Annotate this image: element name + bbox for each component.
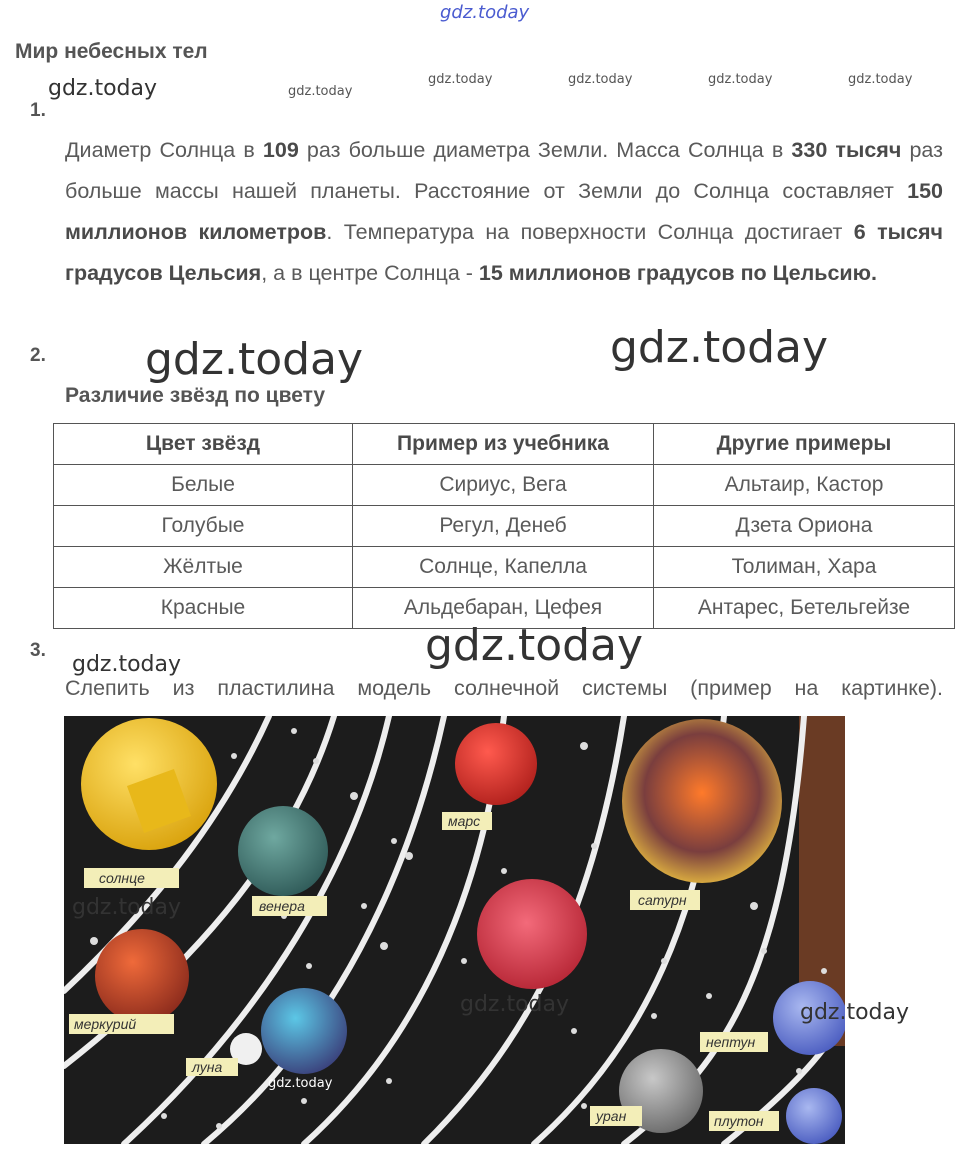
mars-model	[455, 723, 537, 805]
watermark: gdz.today	[428, 72, 493, 87]
table-cell: Альтаир, Кастор	[654, 465, 955, 506]
table-cell: Сириус, Вега	[353, 465, 654, 506]
page-title: Мир небесных тел	[15, 40, 208, 63]
table-cell: Белые	[54, 465, 353, 506]
table-cell: Солнце, Капелла	[353, 547, 654, 588]
bold-fact: 109	[262, 138, 299, 162]
text-segment: , а в центре Солнца -	[261, 261, 479, 285]
text-segment: раз больше диаметра Земли. Масса Солнца в	[298, 138, 792, 162]
table-cell: Регул, Денеб	[353, 506, 654, 547]
task-number: 3.	[30, 640, 46, 661]
table-row	[54, 506, 955, 547]
bold-fact: 330 тысяч	[791, 138, 902, 162]
label-venus: венера	[259, 898, 305, 914]
watermark: gdz.today	[460, 992, 570, 1017]
watermark: gdz.today	[268, 1076, 333, 1091]
solar-system-model-photo	[64, 716, 845, 1144]
label-pluto: плутон	[714, 1113, 764, 1129]
watermark: gdz.today	[800, 1000, 910, 1025]
task3-text: Слепить из пластилина модель солнечной системы (пример на картинке).	[65, 676, 943, 700]
table-header-row	[54, 424, 955, 465]
table-cell: Жёлтые	[54, 547, 353, 588]
table-cell: Альдебаран, Цефея	[353, 588, 654, 629]
label-sun: солнце	[99, 870, 145, 886]
table-cell: Красные	[54, 588, 353, 629]
table-cell: Дзета Ориона	[654, 506, 955, 547]
watermark: gdz.today	[425, 620, 644, 671]
watermark: gdz.today	[708, 72, 773, 87]
saturn-model	[622, 719, 782, 883]
task-number: 2.	[30, 345, 46, 366]
label-uranus: уран	[596, 1108, 627, 1124]
task1-paragraph	[65, 130, 943, 294]
watermark: gdz.today	[568, 72, 633, 87]
label-moon: луна	[192, 1059, 223, 1075]
pluto-model	[786, 1088, 842, 1144]
bold-fact: 15 миллионов градусов по Цельсию.	[478, 261, 877, 285]
watermark: gdz.today	[145, 334, 364, 385]
table-row	[54, 465, 955, 506]
text-segment: раз больше массы нашей планеты. Расстояние от Земли до Солнца составляет	[65, 138, 943, 203]
venus-model	[238, 806, 328, 896]
label-mercury: меркурий	[74, 1016, 137, 1032]
watermark: gdz.today	[72, 652, 182, 677]
mercury-model	[95, 929, 189, 1023]
watermark: gdz.today	[72, 895, 182, 920]
watermark: gdz.today	[48, 76, 158, 101]
task-number: 1.	[30, 100, 46, 121]
watermark: gdz.today	[610, 322, 829, 373]
table-header-cell: Пример из учебника	[353, 424, 654, 465]
label-mars: марс	[448, 813, 481, 829]
star-color-table	[53, 423, 955, 629]
watermark: gdz.today	[288, 84, 353, 99]
bold-fact: 150 миллионов километров	[65, 179, 943, 244]
table-cell: Антарес, Бетельгейзе	[654, 588, 955, 629]
table-row	[54, 547, 955, 588]
label-neptune: нептун	[706, 1034, 756, 1050]
watermark-top: gdz.today	[440, 2, 530, 23]
table-cell: Голубые	[54, 506, 353, 547]
table-subtitle: Различие звёзд по цвету	[65, 384, 326, 407]
watermark: gdz.today	[848, 72, 913, 87]
text-segment: Диаметр Солнца в	[65, 138, 263, 162]
label-saturn: сатурн	[638, 892, 687, 908]
bold-fact: 6 тысяч градусов Цельсия	[65, 220, 944, 285]
text-segment: . Температура на поверхности Солнца достигает	[326, 220, 854, 244]
jupiter-model	[477, 879, 587, 989]
table-cell: Толиман, Хара	[654, 547, 955, 588]
table-header-cell: Другие примеры	[654, 424, 955, 465]
table-header-cell: Цвет звёзд	[54, 424, 353, 465]
earth-model	[261, 988, 347, 1074]
